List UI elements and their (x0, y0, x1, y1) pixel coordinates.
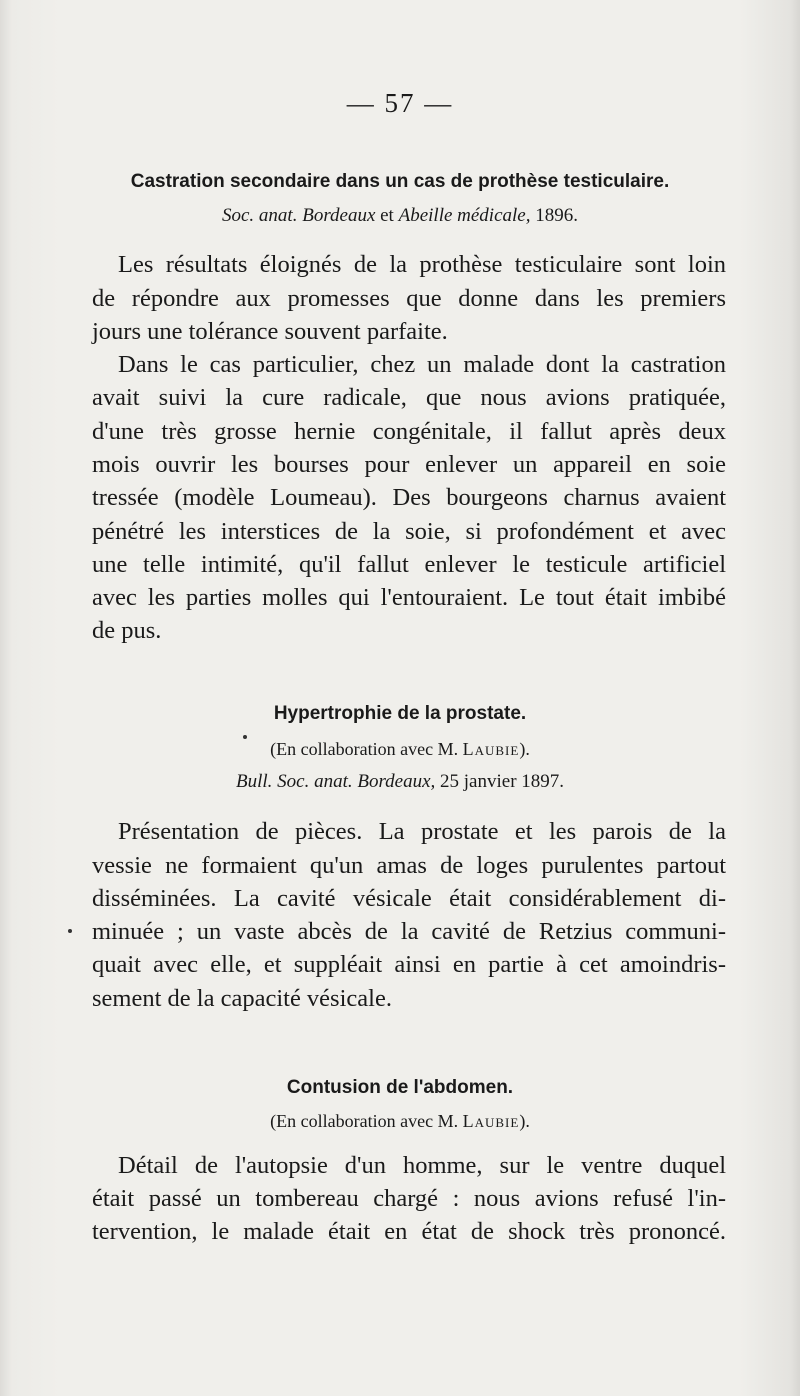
body-line: sement de la capacité vésicale. (92, 985, 392, 1012)
citation-journal-2: Abeille médicale, (398, 205, 531, 226)
body-line: tressée (modèle Loumeau). Des bourgeons charnus avaient (92, 484, 726, 511)
collab-name: Laubie (462, 739, 520, 759)
body-line: de répondre aux promesses que donne dans les premiers (92, 285, 726, 312)
body-line: avec les parties molles qui l'entouraient. Le tout était imbibé (92, 584, 726, 611)
body-line: une telle intimité, qu'il fallut enlever le testicule artificiel (92, 551, 726, 578)
body-line: vessie ne formaient qu'un amas de loges purulentes partout (92, 852, 726, 879)
collab-prefix: (En collaboration avec M. (270, 1111, 463, 1131)
body-line: quait avec elle, et suppléait ainsi en partie à cet amoindris- (92, 951, 726, 978)
collab-suffix: ). (519, 1111, 530, 1131)
citation-date: 25 janvier 1897. (435, 771, 565, 792)
citation-prostate (60, 771, 740, 793)
body-line: disséminées. La cavité vésicale était considérablement di- (92, 885, 726, 912)
body-line: avait suivi la cure radicale, que nous avions pratiquée, (92, 384, 726, 411)
collab-name: Laubie (462, 1111, 520, 1131)
collaboration-prostate (60, 739, 740, 760)
page-number: — 57 — (346, 88, 454, 118)
body-line: pénétré les interstices de la soie, si profondément et avec (92, 518, 726, 545)
citation-castration (60, 205, 740, 227)
section-title-contusion: Contusion de l'abdomen. (286, 1077, 514, 1098)
body-line: Dans le cas particulier, chez un malade dont la castration (118, 351, 726, 378)
citation-journal: Bull. Soc. anat. Bordeaux, (235, 771, 436, 792)
body-line: Présentation de pièces. La prostate et les parois de la (118, 818, 726, 845)
section-title-castration: Castration secondaire dans un cas de prothèse testiculaire. (130, 171, 670, 192)
section-title-prostate: Hypertrophie de la prostate. (273, 703, 527, 724)
collab-prefix: (En collaboration avec M. (270, 739, 463, 759)
citation-conjunction: et (375, 205, 399, 226)
body-line: était passé un tombereau chargé : nous avions refusé l'in- (92, 1185, 726, 1212)
citation-journal: Soc. anat. Bordeaux (222, 205, 376, 226)
body-line: tervention, le malade était en état de shock très prononcé. (92, 1218, 726, 1245)
collab-suffix: ). (519, 739, 530, 759)
body-line: Les résultats éloignés de la prothèse testiculaire sont loin (118, 251, 726, 278)
collaboration-contusion (60, 1111, 740, 1132)
body-line: jours une tolérance souvent parfaite. (92, 318, 448, 345)
body-line: mois ouvrir les bourses pour enlever un appareil en soie (92, 451, 726, 478)
margin-dot (68, 929, 72, 933)
body-line: de pus. (92, 617, 162, 644)
citation-year: 1896. (530, 205, 578, 226)
body-line: d'une très grosse hernie congénitale, il fallut après deux (92, 418, 726, 445)
body-line: minuée ; un vaste abcès de la cavité de Retzius communi- (92, 918, 726, 945)
body-line: Détail de l'autopsie d'un homme, sur le ventre duquel (118, 1152, 726, 1179)
